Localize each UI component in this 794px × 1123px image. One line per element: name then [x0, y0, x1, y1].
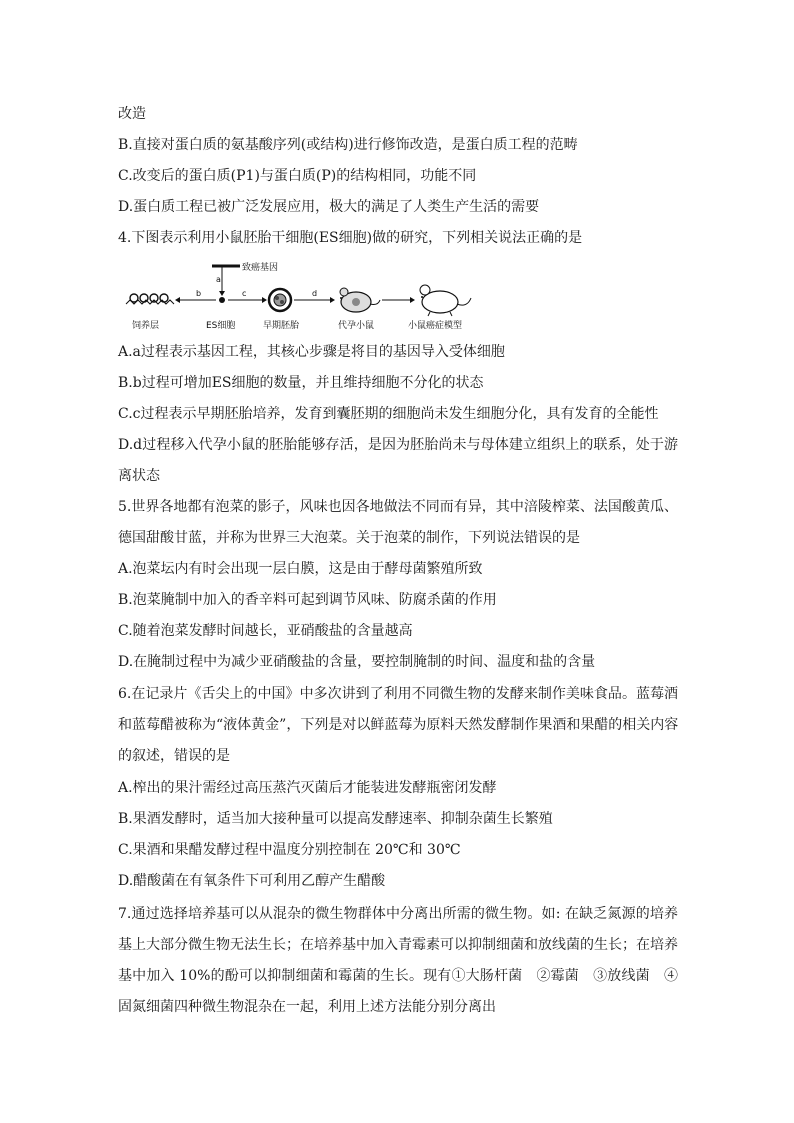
- text-line: 改造: [118, 106, 146, 122]
- option-5c: C.随着泡菜发酵时间越长，亚硝酸盐的含量越高: [118, 623, 413, 639]
- es-cell-icon: [219, 297, 225, 303]
- question-5-stem: 5.世界各地都有泡菜的影子，风味也因各地做法不同而有异，其中涪陵榨菜、法国酸黄瓜、: [118, 499, 678, 515]
- option-3d: D.蛋白质工程已被广泛发展应用，极大的满足了人类生产生活的需要: [118, 199, 540, 215]
- option-4d-cont: 离状态: [118, 468, 160, 484]
- arrow-d-head: [330, 297, 335, 303]
- question-5-stem-cont: 德国甜酸甘蓝，并称为世界三大泡菜。关于泡菜的制作，下列说法错误的是: [118, 530, 580, 546]
- option-5a: A.泡菜坛内有时会出现一层白膜，这是由于酵母菌繁殖所致: [118, 561, 483, 577]
- question-7-stem: 7.通过选择培养基可以从混杂的微生物群体中分离出所需的微生物。如: 在缺乏氮源的培养: [118, 906, 678, 922]
- arrow-e-head: [410, 297, 415, 303]
- option-6d: D.醋酸菌在有氧条件下可利用乙醇产生醋酸: [118, 873, 386, 889]
- label-oncogene: 致癌基因: [242, 263, 279, 273]
- surrogate-mouse-icon: [340, 288, 380, 312]
- option-6a: A.榨出的果汁需经过高压蒸汽灭菌后才能装进发酵瓶密闭发酵: [118, 780, 497, 796]
- embryo-icon: [269, 289, 291, 311]
- question-6-stem: 6.在记录片《舌尖上的中国》中多次讲到了利用不同微生物的发酵来制作美味食品。蓝莓酒: [118, 686, 678, 702]
- label-cancer-model: 小鼠癌症模型: [408, 321, 463, 331]
- cancer-model-mouse-icon: [420, 285, 471, 316]
- question-4-stem: 4.下图表示利用小鼠胚胎干细胞(ES细胞)做的研究，下列相关说法正确的是: [118, 230, 583, 246]
- option-3b: B.直接对蛋白质的氨基酸序列(或结构)进行修饰改造，是蛋白质工程的范畴: [118, 137, 578, 153]
- es-cell-research-diagram: [120, 258, 480, 334]
- label-surrogate-mouse: 代孕小鼠: [338, 321, 375, 331]
- option-5b: B.泡菜腌制中加入的香辛料可起到调节风味、防腐杀菌的作用: [118, 592, 497, 608]
- question-7-stem-cont: 基上大部分微生物无法生长；在培养基中加入青霉素可以抑制细菌和放线菌的生长；在培养: [118, 937, 678, 953]
- label-feeder-layer: 饲养层: [132, 321, 160, 331]
- arrow-b-head: [175, 297, 180, 303]
- option-4c: C.c过程表示早期胚胎培养，发育到囊胚期的细胞尚未发生细胞分化，具有发育的全能性: [118, 406, 659, 422]
- option-4b: B.b过程可增加ES细胞的数量，并且维持细胞不分化的状态: [118, 375, 484, 391]
- question-7-stem-cont2: 基中加入 10%的酚可以抑制细菌和霉菌的生长。现有①大肠杆菌 ②霉菌 ③放线菌 ④: [118, 968, 678, 984]
- option-3c: C.改变后的蛋白质(P1)与蛋白质(P)的结构相同，功能不同: [118, 168, 477, 184]
- question-7-stem-end: 固氮细菌四种微生物混杂在一起，利用上述方法能分别分离出: [118, 999, 496, 1015]
- feeder-layer-icon: [126, 294, 174, 304]
- label-a: a: [216, 275, 221, 284]
- option-6c: C.果酒和果醋发酵过程中温度分别控制在 20℃和 30℃: [118, 842, 461, 858]
- option-4a: A.a过程表示基因工程，其核心步骤是将目的基因导入受体细胞: [118, 344, 505, 360]
- question-6-stem-end: 的叙述，错误的是: [118, 748, 230, 764]
- option-5d: D.在腌制过程中为减少亚硝酸盐的含量，要控制腌制的时间、温度和盐的含量: [118, 654, 596, 670]
- option-4d: D.d过程移入代孕小鼠的胚胎能够存活，是因为胚胎尚未与母体建立组织上的联系，处于游: [118, 437, 678, 453]
- arrow-c-head: [262, 297, 267, 303]
- label-d: d: [312, 289, 318, 298]
- label-es-cell: ES细胞: [206, 321, 236, 331]
- label-c: c: [242, 289, 247, 298]
- arrow-a-head: [219, 291, 225, 296]
- option-6b: B.果酒发酵时，适当加大接种量可以提高发酵速率、抑制杂菌生长繁殖: [118, 811, 553, 827]
- label-b: b: [196, 289, 202, 298]
- label-early-embryo: 早期胚胎: [263, 321, 300, 331]
- question-6-stem-cont: 和蓝莓醋被称为“液体黄金”，下列是对以鲜蓝莓为原料天然发酵制作果酒和果醋的相关内容: [118, 717, 679, 733]
